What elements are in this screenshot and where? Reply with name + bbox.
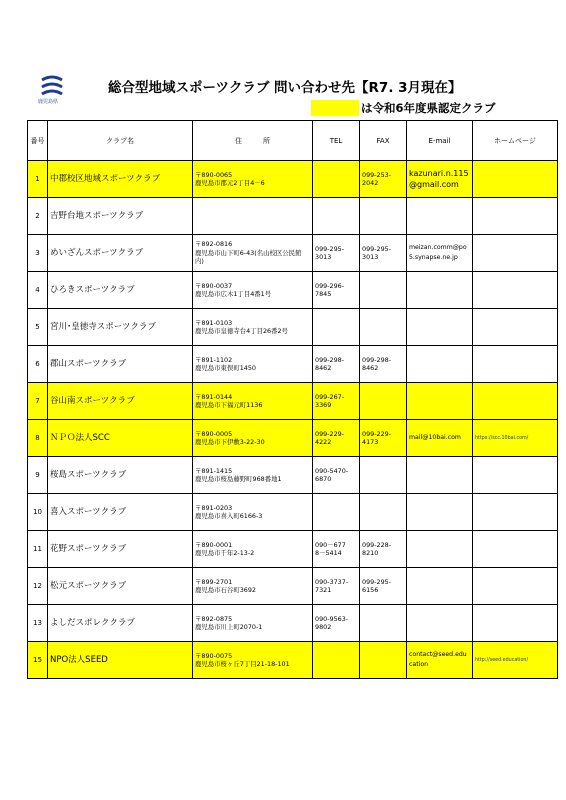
club-name: ＮＰＯ法人SCC [48,420,193,457]
club-tel: 090-3737- 7321 [313,568,360,605]
club-address: 〒890-0005 鹿児島市下伊敷3-22-30 [193,420,313,457]
club-number: 12 [28,568,48,605]
club-number: 1 [28,161,48,198]
club-homepage [473,309,558,346]
table-row [28,346,558,383]
table-row [28,531,558,568]
club-number: 11 [28,531,48,568]
club-tel: 099-229- 4222 [313,420,360,457]
club-tel: 099-298- 8462 [313,346,360,383]
club-number: 8 [28,420,48,457]
club-homepage[interactable]: https://scc.10bai.com/ [473,420,558,457]
table-header-row [28,121,558,161]
club-fax: 099-228- 8210 [360,531,407,568]
club-fax [360,605,407,642]
club-name: 宮川･皇徳寺スポーツクラブ [48,309,193,346]
club-tel [313,198,360,235]
col-header-club-name: クラブ名 [48,121,193,161]
table-row [28,235,558,272]
club-email [407,309,473,346]
club-homepage [473,457,558,494]
club-email [407,568,473,605]
table-row [28,494,558,531]
legend-text: は令和6年度県認定クラブ [361,101,496,115]
club-address: 〒890-0001 鹿児島市千年2-13-2 [193,531,313,568]
club-fax: 099-295- 3013 [360,235,407,272]
club-email[interactable]: kazunari.n.115 @gmail.com [407,161,473,198]
table-row [28,605,558,642]
club-email [407,198,473,235]
club-fax: 099-298- 8462 [360,346,407,383]
club-email[interactable]: contact@seed.edu cation [407,642,473,679]
club-address: 〒891-0203 鹿児島市喜入町6166-3 [193,494,313,531]
club-number: 3 [28,235,48,272]
club-fax [360,457,407,494]
club-tel [313,494,360,531]
club-tel: 099-267- 3369 [313,383,360,420]
club-homepage [473,605,558,642]
club-name: 花野スポーツクラブ [48,531,193,568]
col-header-email: E-mail [407,121,473,161]
club-email [407,457,473,494]
club-email [407,494,473,531]
table-row [28,420,558,457]
club-fax [360,272,407,309]
club-fax: 099-229- 4173 [360,420,407,457]
logo-text: 鹿児島県 [38,99,59,105]
col-header-address: 住 所 [193,121,313,161]
col-header-tel: TEL [313,121,360,161]
club-homepage [473,383,558,420]
club-name: よしだスポレククラブ [48,605,193,642]
club-name: 谷山南スポーツクラブ [48,383,193,420]
table-row [28,568,558,605]
club-number: 10 [28,494,48,531]
col-header-homepage: ホームページ [473,121,558,161]
page-title: 総合型地域スポーツクラブ 問い合わせ先【R7. 3月現在】 [108,80,462,96]
club-tel [313,642,360,679]
table-row [28,161,558,198]
club-homepage [473,198,558,235]
club-number: 13 [28,605,48,642]
club-email [407,605,473,642]
club-address: 〒891-1102 鹿児島市東俣町1450 [193,346,313,383]
club-name: 喜入スポーツクラブ [48,494,193,531]
club-fax [360,642,407,679]
club-number: 5 [28,309,48,346]
club-tel: 099-295- 3013 [313,235,360,272]
club-name: 松元スポーツクラブ [48,568,193,605]
club-name: 中郡校区地域スポーツクラブ [48,161,193,198]
club-email[interactable]: meizan.comm@po 5.synapse.ne.jp [407,235,473,272]
club-address: 〒892-0875 鹿児島市川上町2070-1 [193,605,313,642]
club-address: 〒890-0075 鹿児島市桜ヶ丘7丁目21-18-101 [193,642,313,679]
club-homepage [473,161,558,198]
club-homepage [473,346,558,383]
club-name: めいざんスポーツクラブ [48,235,193,272]
club-tel [313,161,360,198]
club-tel: 099-296- 7845 [313,272,360,309]
club-homepage [473,531,558,568]
club-tel: 090-9563- 9802 [313,605,360,642]
club-address [193,198,313,235]
club-homepage [473,235,558,272]
club-name: 桜島スポーツクラブ [48,457,193,494]
table-row [28,383,558,420]
club-number: 2 [28,198,48,235]
col-header-fax: FAX [360,121,407,161]
club-name: 吉野台地スポーツクラブ [48,198,193,235]
club-fax [360,198,407,235]
club-name: 郡山スポーツクラブ [48,346,193,383]
table-row [28,457,558,494]
club-tel [313,309,360,346]
club-tel: 090-5470- 6870 [313,457,360,494]
club-email [407,531,473,568]
club-number: 7 [28,383,48,420]
club-homepage [473,272,558,309]
club-address: 〒890-0037 鹿児島市広木1丁目4番1号 [193,272,313,309]
club-homepage[interactable]: http://seed.education/ [473,642,558,679]
table-row [28,642,558,679]
legend-swatch [311,100,359,116]
club-name: ひろきスポーツクラブ [48,272,193,309]
club-address: 〒899-2701 鹿児島市石谷町3692 [193,568,313,605]
club-homepage [473,494,558,531]
club-table [27,120,558,679]
club-email [407,346,473,383]
club-fax [360,383,407,420]
club-number: 15 [28,642,48,679]
club-address: 〒890-0065 鹿児島市郡元2丁目4－6 [193,161,313,198]
club-fax: 099-295- 6156 [360,568,407,605]
club-address: 〒891-0144 鹿児島市下福元町1136 [193,383,313,420]
club-email[interactable]: mail@10bai.com [407,420,473,457]
club-address: 〒892-0816 鹿児島市山下町6-43(名山校区公民館内) [193,235,313,272]
col-header-number: 番号 [28,121,48,161]
club-fax: 099-253- 2042 [360,161,407,198]
club-number: 4 [28,272,48,309]
club-fax [360,494,407,531]
table-row [28,309,558,346]
club-homepage [473,568,558,605]
club-email [407,383,473,420]
club-number: 6 [28,346,48,383]
club-tel: 090－677 8－5414 [313,531,360,568]
club-address: 〒891-1415 鹿児島市桜島藤野町968番地1 [193,457,313,494]
club-name: NPO法人SEED [48,642,193,679]
table-row [28,198,558,235]
club-email [407,272,473,309]
club-fax [360,309,407,346]
table-row [28,272,558,309]
club-address: 〒891-0103 鹿児島市皇徳寺台4丁目26番2号 [193,309,313,346]
club-number: 9 [28,457,48,494]
